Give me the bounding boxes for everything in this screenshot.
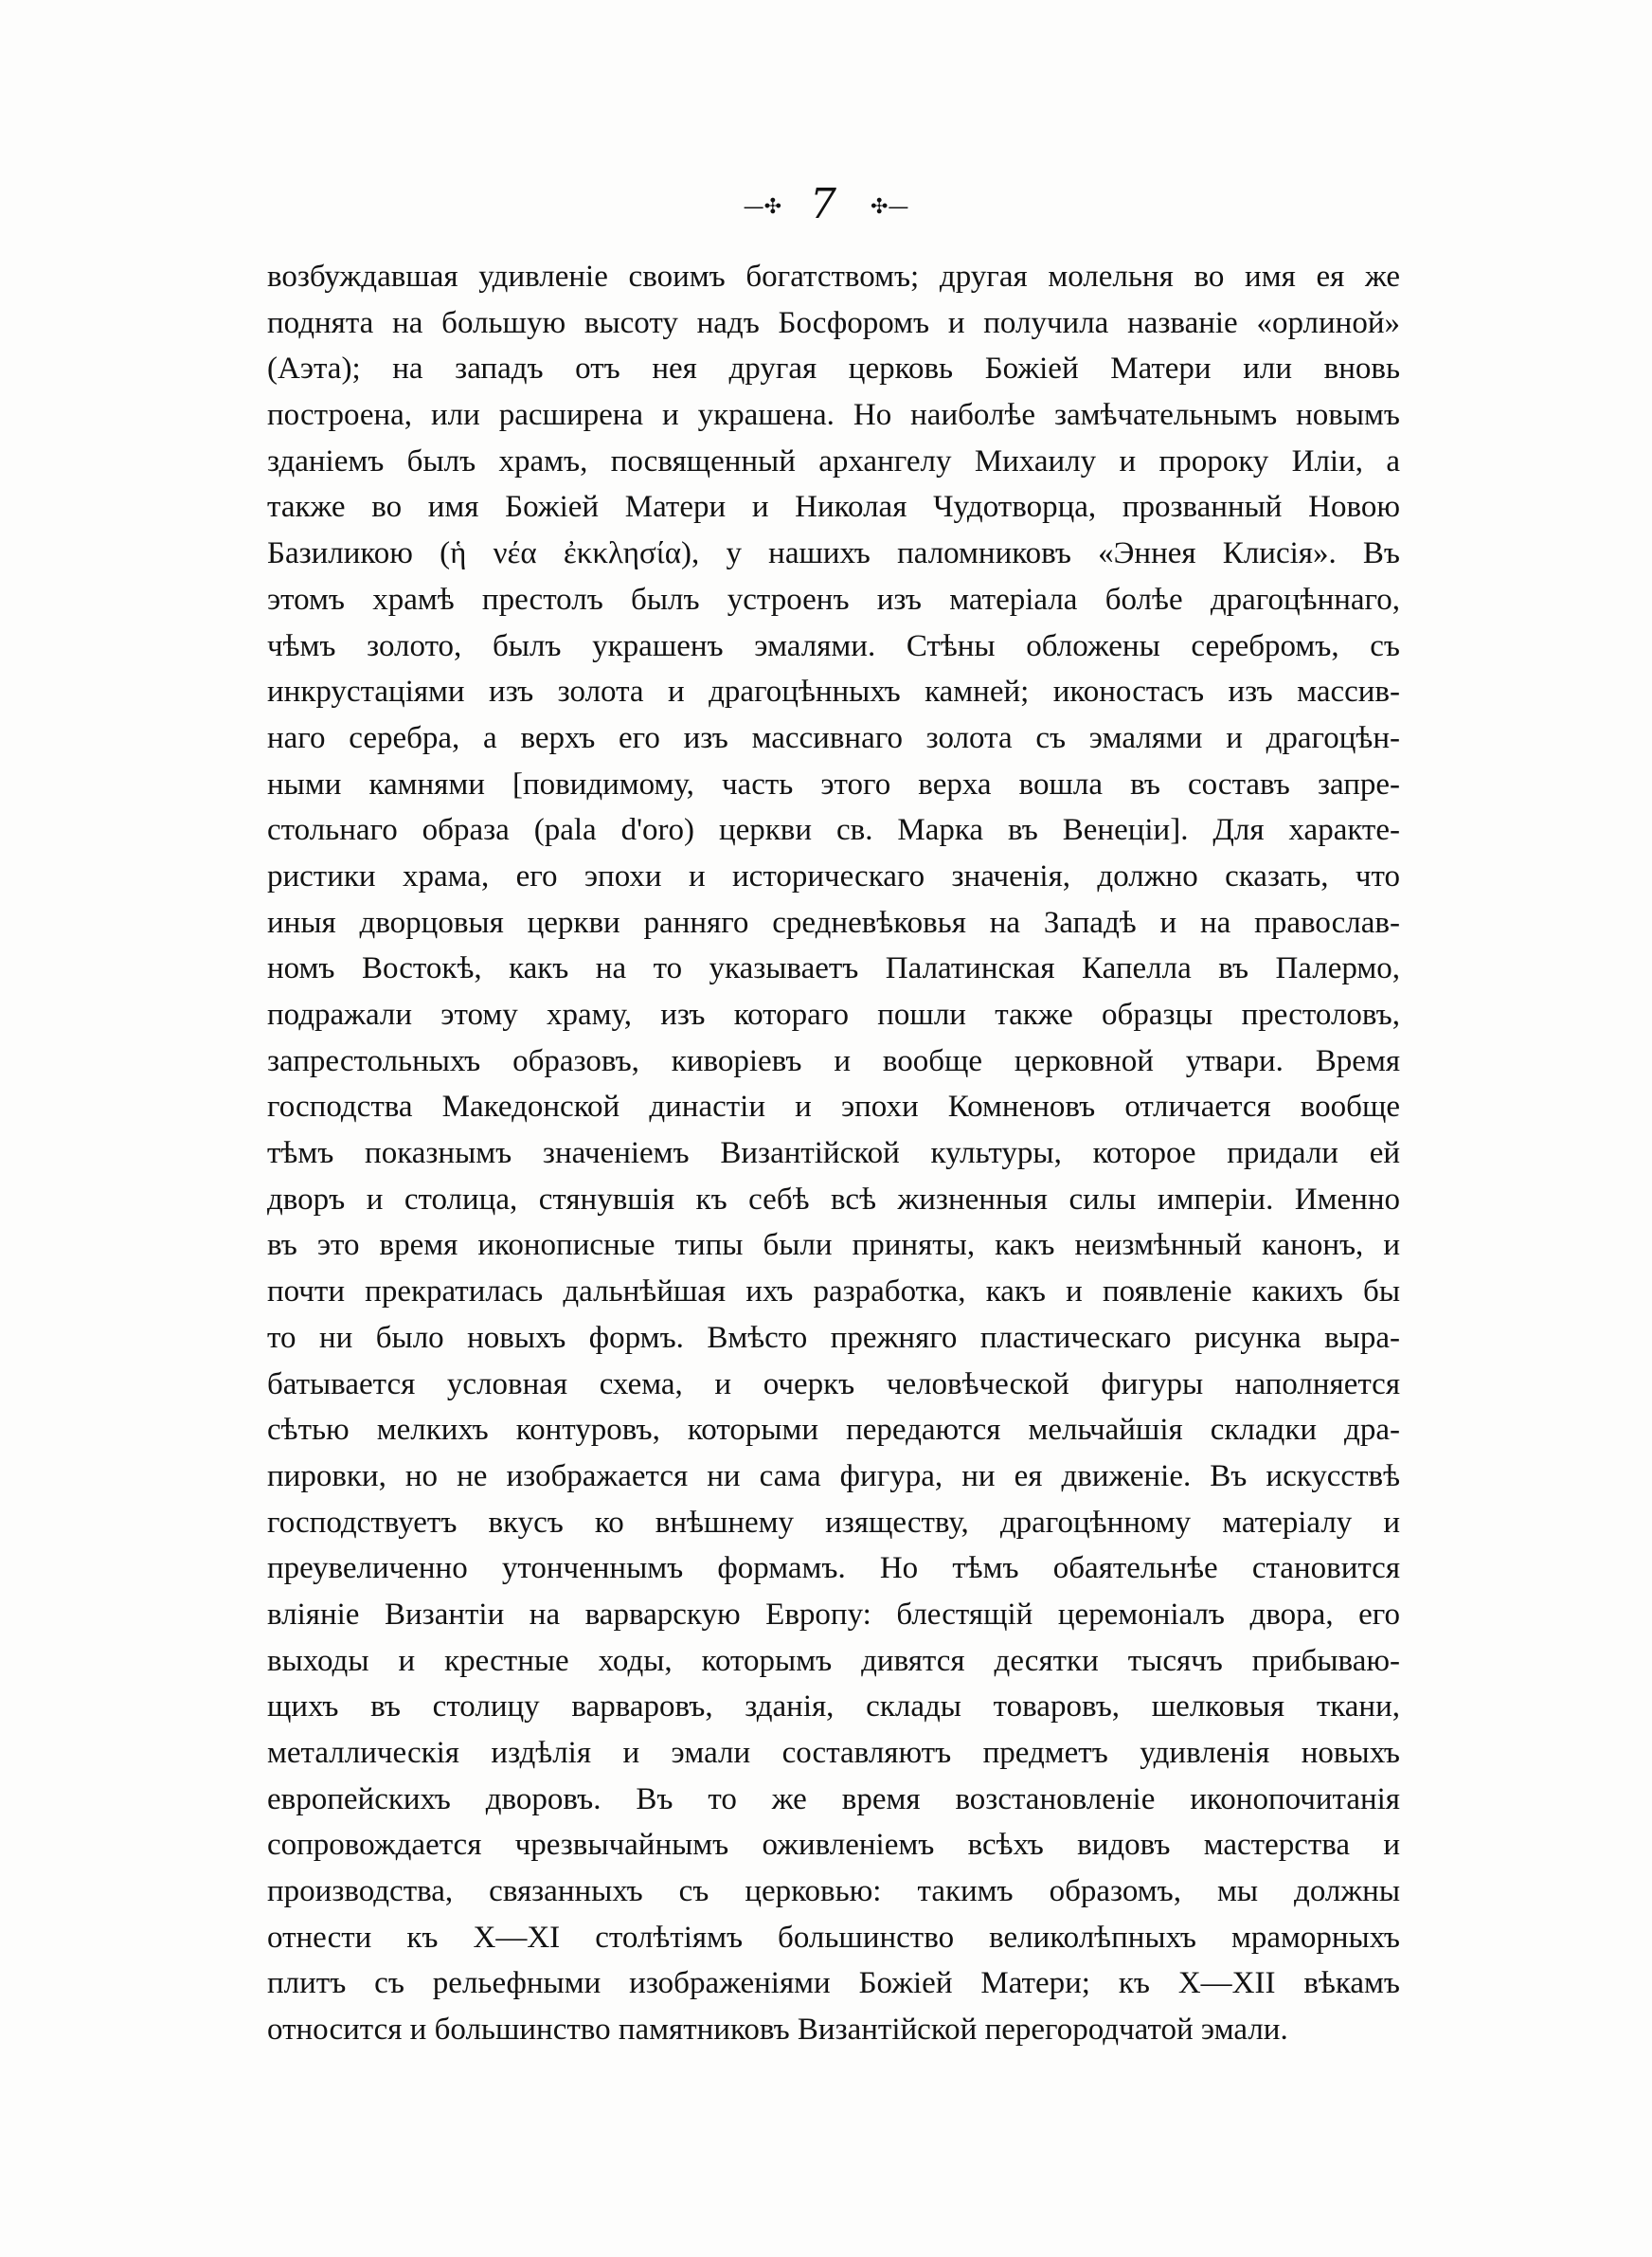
text-line: выходы и крестные ходы, которымъ дивятся десятки тысячъ прибываю- [267,1643,1400,1678]
text-line: то ни было новыхъ формъ. Вмѣсто прежняго пластическаго рисунка выра- [267,1320,1400,1355]
text-line: щихъ въ столицу варваровъ, зданія, склады товаровъ, шелковыя ткани, [267,1689,1400,1724]
text-line: металлическія издѣлія и эмали составляютъ предметъ удивленія новыхъ [267,1736,1400,1770]
page-header [0,180,1652,228]
text-line: этомъ храмѣ престолъ былъ устроенъ изъ матеріала болѣе драгоцѣннаго, [267,582,1400,617]
text-line: чѣмъ золото, былъ украшенъ эмалями. Стѣны обложены серебромъ, съ [267,628,1400,663]
text-line: возбуждавшая удивленіе своимъ богатствомъ; другая молельня во имя ея же [267,260,1400,294]
text-line: плитъ съ рельефными изображеніями Божіей Матери; къ X—XII вѣкамъ [267,1966,1400,2001]
text-line: ристики храма, его эпохи и историческаго значенія, должно сказать, что [267,858,1400,894]
text-line: стольнаго образа (pala d'oro) церкви св. Марка въ Венеціи]. Для характе- [267,813,1400,848]
ornament-right: ✣— [871,195,909,219]
text-line: зданіемъ былъ храмъ, посвященный архангелу Михаилу и пророку Иліи, а [267,443,1400,478]
page-number: 7 [810,180,842,228]
text-line: производства, связанныхъ съ церковью: такимъ образомъ, мы должны [267,1874,1400,1909]
text-line: въ это время иконописные типы были приняты, какъ неизмѣнный канонъ, и [267,1228,1400,1263]
text-line: (Аэта); на западъ отъ нея другая церковь Божіей Матери или вновь [267,352,1400,387]
text-line: вліяніе Византіи на варварскую Европу: блестящій церемоніалъ двора, его [267,1597,1400,1632]
body-text [267,254,1400,2053]
text-line: почти прекратилась дальнѣйшая ихъ разработка, какъ и появленіе какихъ бы [267,1274,1400,1309]
text-line: пировки, но не изображается ни сама фигура, ни ея движеніе. Въ искусствѣ [267,1458,1400,1493]
ornament-left: —✣ [743,195,781,219]
text-line: отнести къ X—XI столѣтіямъ большинство великолѣпныхъ мраморныхъ [267,1920,1400,1955]
text-line: сопровождается чрезвычайнымъ оживленіемъ всѣхъ видовъ мастерства и [267,1828,1400,1863]
text-line: Базиликою (ἡ νέα ἐκκλησία), у нашихъ паломниковъ «Эннея Клисія». Въ [267,536,1400,571]
text-line: поднята на большую высоту надъ Босфоромъ и получила названіе «орлиной» [267,305,1400,340]
text-line: иныя дворцовыя церкви ранняго средневѣковья на Западѣ и на православ- [267,905,1400,940]
text-line: построена, или расширена и украшена. Но наиболѣе замѣчательнымъ новымъ [267,398,1400,433]
text-line: также во имя Божіей Матери и Николая Чудотворца, прозванный Новою [267,490,1400,525]
text-line: инкрустаціями изъ золота и драгоцѣнныхъ камней; иконостасъ изъ массив- [267,675,1400,710]
text-line: батывается условная схема, и очеркъ человѣческой фигуры наполняется [267,1366,1400,1401]
text-line: сѣтью мелкихъ контуровъ, которыми передаются мельчайшія складки дра- [267,1413,1400,1448]
text-line: господствуетъ вкусъ ко внѣшнему изяществу, драгоцѣнному матеріалу и [267,1505,1400,1540]
text-line: ными камнями [повидимому, часть этого верха вошла въ составъ запре- [267,767,1400,802]
text-line: номъ Востокѣ, какъ на то указываетъ Палатинская Капелла въ Палермо, [267,951,1400,986]
text-line: подражали этому храму, изъ котораго пошли также образцы престоловъ, [267,998,1400,1032]
text-line: относится и большинство памятниковъ Византійской перегородчатой эмали. [267,2013,1288,2048]
text-line: дворъ и столица, стянувшія къ себѣ всѣ жизненныя силы имперіи. Именно [267,1182,1400,1217]
text-line: преувеличенно утонченнымъ формамъ. Но тѣмъ обаятельнѣе становится [267,1551,1400,1586]
text-line: наго серебра, а верхъ его изъ массивнаго золота съ эмалями и драгоцѣн- [267,720,1400,755]
text-line: запрестольныхъ образовъ, киворіевъ и вообще церковной утвари. Время [267,1043,1400,1078]
text-line: господства Македонской династіи и эпохи Комненовъ отличается вообще [267,1090,1400,1125]
text-line: европейскихъ дворовъ. Въ то же время возстановленіе иконопочитанія [267,1781,1400,1816]
text-line: тѣмъ показнымъ значеніемъ Византійской культуры, которое придали ей [267,1136,1400,1171]
